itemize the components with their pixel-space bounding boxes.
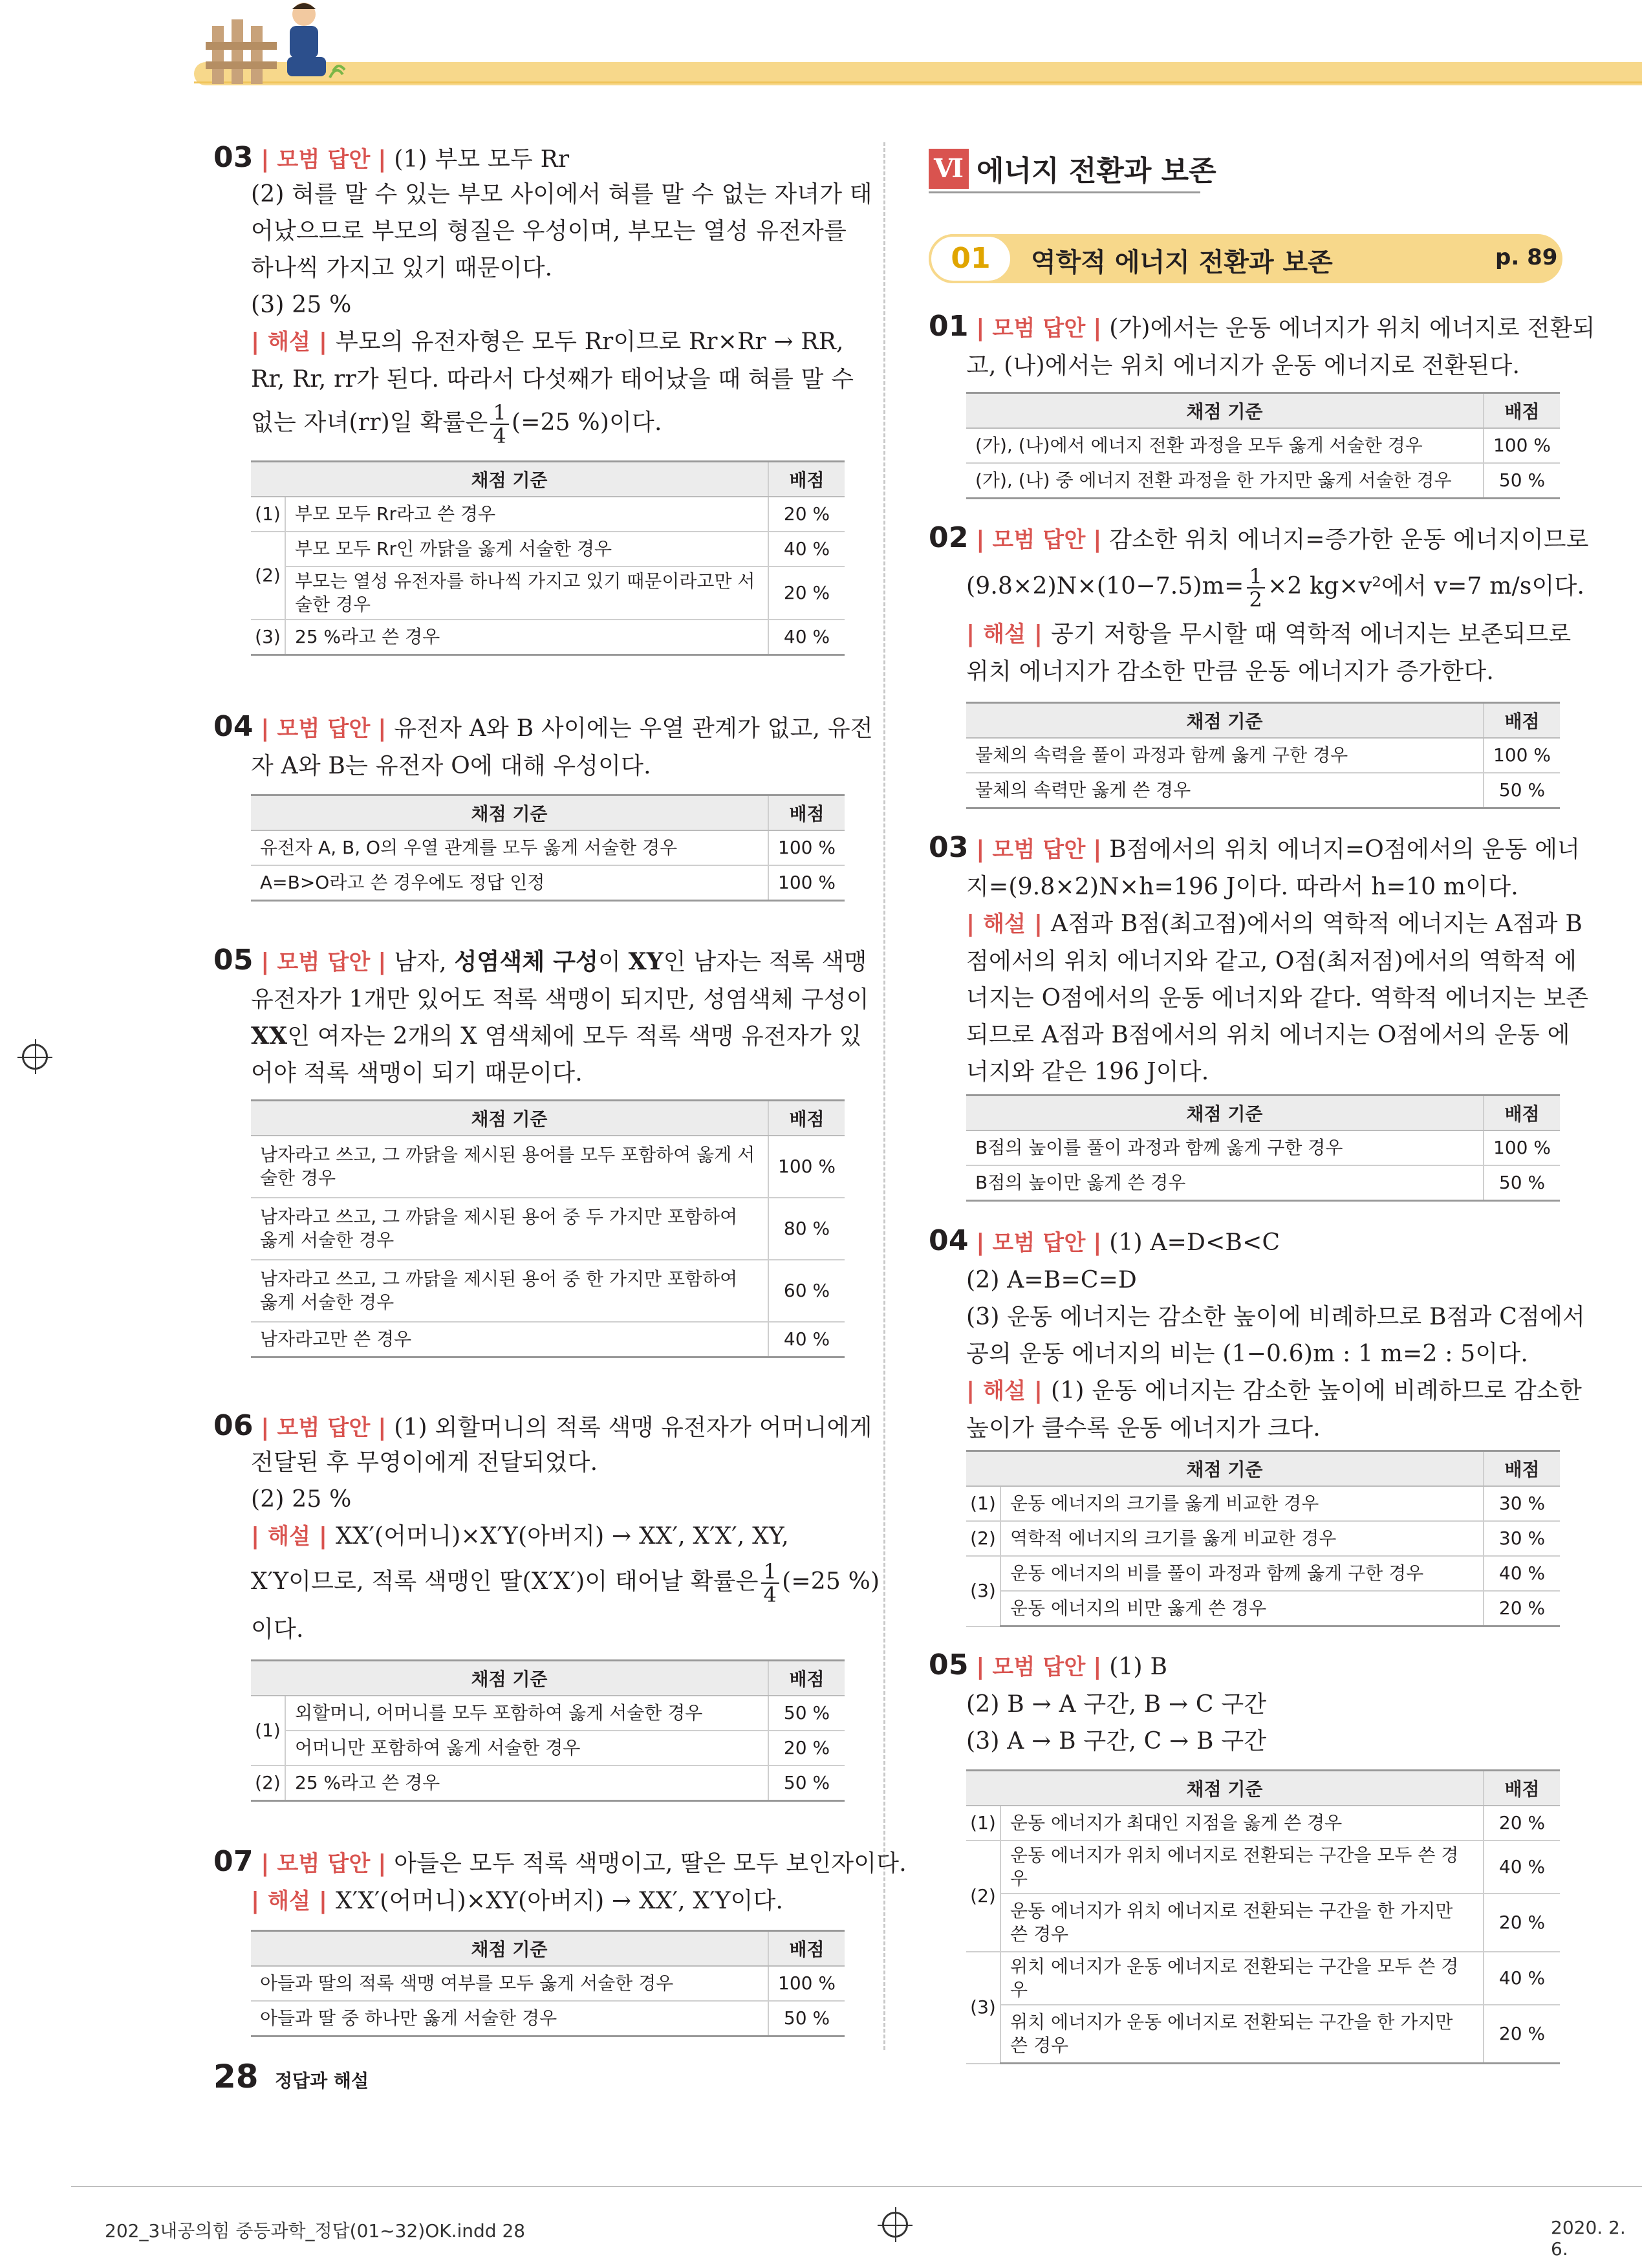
question-06: 06 | 모범 답안 | (1) 외할머니의 적록 색맹 유전자가 어머니에게	[213, 1409, 872, 1442]
table-row: (2) 25 %라고 쓴 경우 50 %	[251, 1766, 845, 1801]
table-row: (1) 외할머니, 어머니를 모두 포함하여 옳게 서술한 경우 50 %	[251, 1696, 845, 1731]
table-row: 남자라고만 쓴 경우 40 %	[251, 1322, 845, 1357]
answer-text: 유전자가 1개만 있어도 적록 색맹이 되지만, 성염색체 구성이	[251, 986, 869, 1013]
explanation-tag: 해설	[268, 329, 311, 355]
criteria-table-left-06	[251, 1659, 845, 1802]
table-row: 운동 에너지가 위치 에너지로 전환되는 구간을 한 가지만 쓴 경우 20 %	[966, 1894, 1560, 1952]
table-row: B점의 높이를 풀이 과정과 함께 옳게 구한 경우 100 %	[966, 1130, 1560, 1165]
explanation-text: 없는 자녀(rr)일 확률은	[251, 409, 488, 436]
explanation-tag: 해설	[268, 1888, 311, 1914]
answer-text: (2) 혀를 말 수 있는 부모 사이에서 혀를 말 수 없는 자녀가 태	[251, 181, 872, 208]
question-04: 04 | 모범 답안 | 유전자 A와 B 사이에는 우열 관계가 없고, 유전 자 A와 B는 유전자 O에 대해 우성이다.	[213, 708, 873, 784]
table-header: 채점 기준	[251, 795, 768, 831]
chapter-underline	[929, 191, 1200, 193]
table-row: (3) 위치 에너지가 운동 에너지로 전환되는 구간을 모두 쓴 경우 40 %	[966, 1952, 1560, 2005]
answer-text: (3) 25 %	[251, 292, 352, 318]
question-number: 05	[929, 1648, 969, 1681]
answer-text: B점에서의 위치 에너지=O점에서의 운동 에너	[1109, 836, 1581, 863]
table-row: 운동 에너지의 비만 옳게 쓴 경우 20 %	[966, 1591, 1560, 1626]
criteria-table-right-05	[966, 1769, 1560, 2064]
explanation-text: (1) 운동 에너지는 감소한 높이에 비례하므로 감소한	[1051, 1377, 1582, 1404]
question-number: 03	[929, 831, 969, 864]
question-r03: 03 | 모범 답안 | B점에서의 위치 에너지=O점에서의 운동 에너 지=(9.8×2)N×h=196 J이다. 따라서 h=10 m이다. | 해설 | A점과 B점(최고점)에서의 역학적 에너지는 A점과 B 점에서의 위치 에너지와 같고, O점(최저점)에서의 역학적 에 너지는 O점에서의 운동 에너지와 같다. 역학적 에너지는 보존 되므로 A점과 B점에서의 위치 에너지는 O점에서의 운동 에 너지와 같은 196 J이다.	[929, 829, 1588, 1090]
table-header: 채점 기준	[251, 1931, 768, 1967]
criteria-table-left-03	[251, 460, 845, 656]
answer-tag: 모범 답안	[992, 837, 1086, 863]
criteria-table-left-04	[251, 794, 845, 902]
table-row: (2) 역학적 에너지의 크기를 옳게 비교한 경우 30 %	[966, 1521, 1560, 1556]
answer-tag: 모범 답안	[277, 1415, 371, 1441]
explanation-text: 되므로 A점과 B점에서의 위치 에너지는 O점에서의 운동 에	[966, 1022, 1570, 1048]
chapter-badge: Ⅵ	[929, 149, 969, 189]
question-number: 06	[213, 1409, 254, 1442]
answer-text: (1) 외할머니의 적록 색맹 유전자가 어머니에게	[394, 1414, 872, 1441]
table-header: 배점	[768, 462, 845, 497]
table-row: (3) 25 %라고 쓴 경우 40 %	[251, 620, 845, 655]
explanation-text: X′Y이므로, 적록 색맹인 딸(X′X′)이 태어날 확률은	[251, 1568, 759, 1595]
question-07: 07 | 모범 답안 | 아들은 모두 적록 색맹이고, 딸은 모두 보인자이다. | 해설 | X′X′(어머니)×XY(아버지) → XX′, X′Y이다.	[213, 1845, 907, 1914]
table-header: 채점 기준	[966, 703, 1484, 739]
table-header: 채점 기준	[966, 1096, 1484, 1131]
question-03-body: (2) 혀를 말 수 있는 부모 사이에서 혀를 말 수 없는 자녀가 태 어났으므로 부모의 형질은 우성이며, 부모는 열성 유전자를 하나씩 가지고 있기 때문이다. (3) 25 % | 해설 | 부모의 유전자형은 모두 Rr이므로 Rr×Rr → RR, Rr, Rr, rr가 된다. 따라서 다섯째가 태어났을 때 혀를 말 수 없는 자녀(rr)일 확률은 $\frac{1}{4}$ (=25 %)이다.	[251, 176, 872, 447]
table-header: 배점	[1484, 1771, 1560, 1806]
question-r01: 01 | 모범 답안 | (가)에서는 운동 에너지가 위치 에너지로 전환되 고, (나)에서는 위치 에너지가 운동 에너지로 전환된다.	[929, 308, 1595, 384]
explanation-text: 너지는 O점에서의 운동 에너지와 같다. 역학적 에너지는 보존	[966, 985, 1589, 1011]
answer-tag: 모범 답안	[992, 527, 1086, 553]
question-number: 01	[929, 310, 969, 343]
table-row: 어머니만 포함하여 옳게 서술한 경우 20 %	[251, 1731, 845, 1766]
question-05: 05 | 모범 답안 | 남자, 성염색체 구성이 XY인 남자는 적록 색맹 유전자가 1개만 있어도 적록 색맹이 되지만, 성염색체 구성이 XX인 여자는 2개의 X 염색체에 모두 적록 색맹 유전자가 있 어야 적록 색맹이 되기 때문이다.	[213, 942, 869, 1092]
answer-text: (1) 부모 모두 Rr	[394, 146, 570, 173]
table-row: 남자라고 쓰고, 그 까닭을 제시된 용어를 모두 포함하여 옳게 서술한 경우 100 %	[251, 1136, 845, 1198]
header-line	[194, 81, 1642, 83]
explanation-text: 점에서의 위치 에너지와 같고, O점(최저점)에서의 역학적 에	[966, 948, 1577, 975]
table-header: 채점 기준	[966, 1451, 1484, 1487]
explanation-text: 이다.	[251, 1616, 304, 1643]
table-row: 유전자 A, B, O의 우열 관계를 모두 옳게 서술한 경우 100 %	[251, 830, 845, 865]
answer-text: 감소한 위치 에너지=증가한 운동 에너지이므로	[1109, 526, 1589, 553]
explanation-text: 부모의 유전자형은 모두 Rr이므로 Rr×Rr → RR,	[336, 329, 844, 355]
table-header: 채점 기준	[251, 1101, 768, 1136]
answer-text: 유전자 A와 B 사이에는 우열 관계가 없고, 유전	[394, 715, 873, 742]
question-number: 03	[213, 141, 254, 174]
answer-text: 공의 운동 에너지의 비는 (1−0.6)m : 1 m=2 : 5이다.	[966, 1341, 1528, 1367]
answer-text: (3) 운동 에너지는 감소한 높이에 비례하므로 B점과 C점에서	[966, 1304, 1585, 1330]
section-page: p. 89	[1495, 244, 1558, 270]
table-row: (가), (나)에서 에너지 전환 과정을 모두 옳게 서술한 경우 100 %	[966, 428, 1560, 463]
table-header: 채점 기준	[251, 1661, 768, 1696]
criteria-table-right-01	[966, 392, 1560, 499]
page-number: 28	[213, 2058, 259, 2095]
question-03: 03 | 모범 답안 | (1) 부모 모두 Rr	[213, 141, 570, 174]
column-divider	[883, 142, 885, 2050]
criteria-table-right-03	[966, 1094, 1560, 1202]
table-row: (2) 운동 에너지가 위치 에너지로 전환되는 구간을 모두 쓴 경우 40 %	[966, 1841, 1560, 1894]
answer-text: (1) A=D<B<C	[1109, 1229, 1280, 1256]
table-header: 배점	[1484, 1451, 1560, 1487]
table-header: 채점 기준	[251, 462, 768, 497]
answer-text: (2) B → A 구간, B → C 구간	[966, 1691, 1267, 1718]
explanation-tag: 해설	[983, 911, 1026, 937]
criteria-table-left-07	[251, 1930, 845, 2037]
table-row: 물체의 속력을 풀이 과정과 함께 옳게 구한 경우 100 %	[966, 738, 1560, 773]
table-row: 아들과 딸의 적록 색맹 여부를 모두 옳게 서술한 경우 100 %	[251, 1966, 845, 2001]
table-row: B점의 높이만 옳게 쓴 경우 50 %	[966, 1165, 1560, 1201]
table-row: (3) 운동 에너지의 비를 풀이 과정과 함께 옳게 구한 경우 40 %	[966, 1556, 1560, 1591]
table-header: 배점	[1484, 1096, 1560, 1131]
table-row: (2) 부모 모두 Rr인 까닭을 옳게 서술한 경우 40 %	[251, 532, 845, 567]
answer-text: (2) A=B=C=D	[966, 1267, 1137, 1293]
table-row: A=B>O라고 쓴 경우에도 정답 인정 100 %	[251, 865, 845, 901]
criteria-table-left-05	[251, 1099, 845, 1358]
registration-mark-icon	[882, 2212, 908, 2238]
fraction: $\frac{1}{4}$	[490, 402, 509, 447]
footer-rule	[71, 2186, 1642, 2187]
question-number: 04	[929, 1224, 969, 1257]
table-row: (1) 부모 모두 Rr라고 쓴 경우 20 %	[251, 497, 845, 532]
print-date: 2020. 2. 6.	[1551, 2217, 1626, 2260]
table-header: 배점	[768, 1101, 845, 1136]
explanation-text: (=25 %)이다.	[511, 409, 662, 436]
answer-text: 고, (나)에서는 위치 에너지가 운동 에너지로 전환된다.	[966, 352, 1520, 379]
table-header: 채점 기준	[966, 393, 1484, 429]
explanation-tag: 해설	[983, 621, 1026, 647]
answer-text: (1) B	[1109, 1654, 1168, 1680]
table-header: 배점	[1484, 703, 1560, 739]
explanation-text: Rr, Rr, rr가 된다. 따라서 다섯째가 태어났을 때 혀를 말 수	[251, 366, 854, 393]
explanation-text: 공기 저항을 무시할 때 역학적 에너지는 보존되므로	[1051, 621, 1572, 647]
fraction: $\frac{1}{2}$	[1247, 565, 1266, 610]
question-number: 07	[213, 1845, 254, 1878]
table-header: 배점	[768, 1931, 845, 1967]
table-row: (1) 운동 에너지의 크기를 옳게 비교한 경우 30 %	[966, 1486, 1560, 1521]
answer-tag: 모범 답안	[277, 716, 371, 742]
table-row: 남자라고 쓰고, 그 까닭을 제시된 용어 중 두 가지만 포함하여 옳게 서술한 경우 80 %	[251, 1198, 845, 1260]
answer-text: 어야 적록 색맹이 되기 때문이다.	[251, 1060, 583, 1086]
table-row: (가), (나) 중 에너지 전환 과정을 한 가지만 옳게 서술한 경우 50 %	[966, 463, 1560, 499]
table-row: 남자라고 쓰고, 그 까닭을 제시된 용어 중 한 가지만 포함하여 옳게 서술한 경우 60 %	[251, 1260, 845, 1322]
question-number: 04	[213, 710, 254, 743]
registration-mark-icon	[22, 1044, 48, 1070]
answer-text: 지=(9.8×2)N×h=196 J이다. 따라서 h=10 m이다.	[966, 874, 1518, 900]
question-r02: 02 | 모범 답안 | 감소한 위치 에너지=증가한 운동 에너지이므로 (9.8×2)N×(10−7.5)m= $\frac{1}{2}$ ×2 kg×v²에서 v=7 m/s이다. | 해설 | 공기 저항을 무시할 때 역학적 에너지는 보존되므로 위치 에너지가 감소한 만큼 운동 에너지가 증가한다.	[929, 519, 1589, 690]
answer-text: 하나씩 가지고 있기 때문이다.	[251, 255, 553, 281]
answer-tag: 모범 답안	[277, 147, 371, 173]
criteria-table-right-04	[966, 1450, 1560, 1627]
table-row: 아들과 딸 중 하나만 옳게 서술한 경우 50 %	[251, 2001, 845, 2036]
chapter-title: 에너지 전환과 보존	[977, 155, 1216, 188]
answer-tag: 모범 답안	[992, 1654, 1086, 1680]
criteria-table-right-02	[966, 702, 1560, 809]
table-header: 배점	[768, 795, 845, 831]
question-number: 02	[929, 521, 969, 554]
table-row: 부모는 열성 유전자를 하나씩 가지고 있기 때문이라고만 서술한 경우 20 %	[251, 567, 845, 620]
explanation-text: 너지와 같은 196 J이다.	[966, 1059, 1209, 1085]
answer-text: 어났으므로 부모의 형질은 우성이며, 부모는 열성 유전자를	[251, 218, 847, 244]
answer-text: (가)에서는 운동 에너지가 위치 에너지로 전환되	[1109, 315, 1595, 341]
answer-tag: 모범 답안	[992, 316, 1086, 341]
footer-label: 정답과 해설	[275, 2070, 369, 2091]
explanation-text: A점과 B점(최고점)에서의 역학적 에너지는 A점과 B	[1051, 911, 1583, 937]
answer-text: 전달된 후 무영이에게 전달되었다.	[251, 1449, 598, 1476]
answer-tag: 모범 답안	[277, 949, 371, 975]
explanation-text: X′X′(어머니)×XY(아버지) → XX′, X′Y이다.	[336, 1888, 784, 1914]
question-r05: 05 | 모범 답안 | (1) B (2) B → A 구간, B → C 구간 (3) A → B 구간, C → B 구간	[929, 1647, 1266, 1760]
section-title: 역학적 에너지 전환과 보존	[1031, 248, 1333, 277]
explanation-text: 높이가 클수록 운동 에너지가 크다.	[966, 1415, 1321, 1442]
question-number: 05	[213, 944, 254, 977]
section-number: 01	[929, 234, 1013, 283]
explanation-tag: 해설	[268, 1524, 311, 1550]
question-06-body: 전달된 후 무영이에게 전달되었다. (2) 25 % | 해설 | XX′(어머니)×X′Y(아버지) → XX′, X′X′, XY, X′Y이므로, 적록 색맹인 딸(X′X′)이 태어날 확률은 $\frac{1}{4}$ (=25 %) 이다.	[251, 1444, 880, 1648]
explanation-tag: 해설	[983, 1378, 1026, 1404]
table-row: 위치 에너지가 운동 에너지로 전환되는 구간을 한 가지만 쓴 경우 20 %	[966, 2005, 1560, 2064]
fraction: $\frac{1}{4}$	[761, 1561, 780, 1606]
answer-text: (3) A → B 구간, C → B 구간	[966, 1728, 1267, 1755]
table-header: 배점	[768, 1661, 845, 1696]
answer-text: 자 A와 B는 유전자 O에 대해 우성이다.	[251, 753, 651, 779]
answer-text: (2) 25 %	[251, 1486, 352, 1513]
answer-tag: 모범 답안	[277, 1851, 371, 1877]
explanation-text: 위치 에너지가 감소한 만큼 운동 에너지가 증가한다.	[966, 658, 1494, 685]
answer-text: 아들은 모두 적록 색맹이고, 딸은 모두 보인자이다.	[394, 1850, 907, 1877]
gardener-illustration-icon	[259, 0, 349, 84]
question-r04: 04 | 모범 답안 | (1) A=D<B<C (2) A=B=C=D (3) 운동 에너지는 감소한 높이에 비례하므로 B점과 C점에서 공의 운동 에너지의 비는 (1−0.6)m : 1 m=2 : 5이다. | 해설 | (1) 운동 에너지는 감소한 높이에 비례하므로 감소한 높이가 클수록 운동 에너지가 크다.	[929, 1222, 1585, 1447]
answer-tag: 모범 답안	[992, 1230, 1086, 1256]
explanation-text: XX′(어머니)×X′Y(아버지) → XX′, X′X′, XY,	[336, 1523, 789, 1550]
table-header: 채점 기준	[966, 1771, 1484, 1806]
table-header: 배점	[1484, 393, 1560, 429]
file-info: 202_3내공의힘 중등과학_정답(01~32)OK.indd 28	[105, 2220, 526, 2241]
table-row: 물체의 속력만 옳게 쓴 경우 50 %	[966, 773, 1560, 808]
table-row: (1) 운동 에너지가 최대인 지점을 옳게 쓴 경우 20 %	[966, 1806, 1560, 1841]
